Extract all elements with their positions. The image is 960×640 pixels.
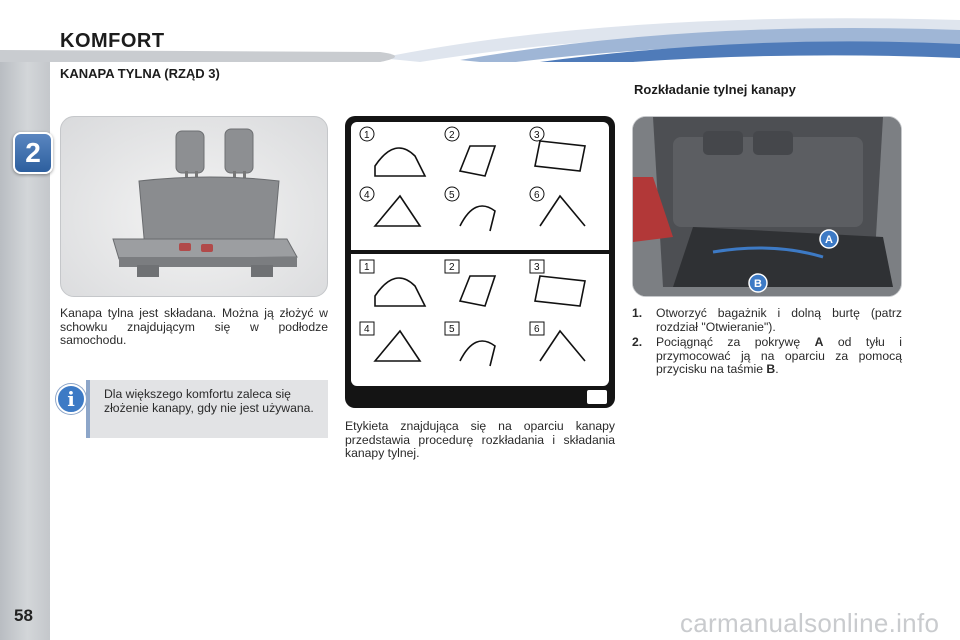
trunk-drawing <box>633 117 902 297</box>
step-2 <box>632 336 902 377</box>
instruction-label-image <box>345 116 615 408</box>
trunk-photo <box>632 116 902 297</box>
info-icon: i <box>56 384 86 414</box>
step-text: Otworzyć bagażnik i dolną burtę (patrz rozdział "Otwieranie"). <box>656 306 902 334</box>
label-step-top-5: 5 <box>449 190 455 201</box>
fold-steps-list <box>632 307 902 379</box>
subsection-title: KANAPA TYLNA (RZĄD 3) <box>60 66 220 81</box>
trunk-marker-a: A <box>825 234 833 246</box>
section-title: KOMFORT <box>60 30 165 52</box>
step-text: Pociągnąć za pokrywę A od tyłu i przymocować ją na oparciu za pomocą przycisku na taśmie B. <box>656 335 902 376</box>
marker-a-reference: A <box>814 335 824 349</box>
label-step-bottom-5: 5 <box>449 324 455 335</box>
chapter-badge[interactable]: 2 <box>13 132 53 174</box>
fold-section-title: Rozkładanie tylnej kanapy <box>634 82 796 97</box>
bench-description: Kanapa tylna jest składana. Można ją złożyć w schowku znajdującym się w podłodze samochodu. <box>60 306 328 347</box>
info-text: Dla większego komfortu zaleca się złożenie kanapy, gdy nie jest używana. <box>104 387 314 415</box>
label-step-bottom-2: 2 <box>449 262 455 273</box>
label-step-bottom-3: 3 <box>534 262 540 273</box>
marker-b-reference: B <box>766 362 776 376</box>
label-step-top-6: 6 <box>534 190 540 201</box>
label-step-top-4: 4 <box>364 190 370 201</box>
label-step-top-2: 2 <box>449 130 455 141</box>
watermark: carmanualsonline.info <box>680 608 940 638</box>
bench-seat-image <box>60 116 328 297</box>
trunk-marker-b: B <box>754 278 762 290</box>
step-number: 1. <box>632 306 643 320</box>
label-step-bottom-1: 1 <box>364 262 370 273</box>
info-box <box>86 380 328 438</box>
step-1 <box>632 307 902 334</box>
label-step-bottom-4: 4 <box>364 324 370 335</box>
instruction-label-drawing <box>345 116 615 408</box>
label-description: Etykieta znajdująca się na oparciu kanapy przedstawia procedurę rozkładania i składania kanapy tylnej. <box>345 419 615 460</box>
label-step-top-3: 3 <box>534 130 540 141</box>
label-step-top-1: 1 <box>364 130 370 141</box>
label-step-bottom-6: 6 <box>534 324 540 335</box>
step-number: 2. <box>632 335 643 349</box>
manual-book-icon <box>587 390 607 404</box>
bench-seat-drawing <box>61 117 328 297</box>
page-number: 58 <box>14 606 33 625</box>
